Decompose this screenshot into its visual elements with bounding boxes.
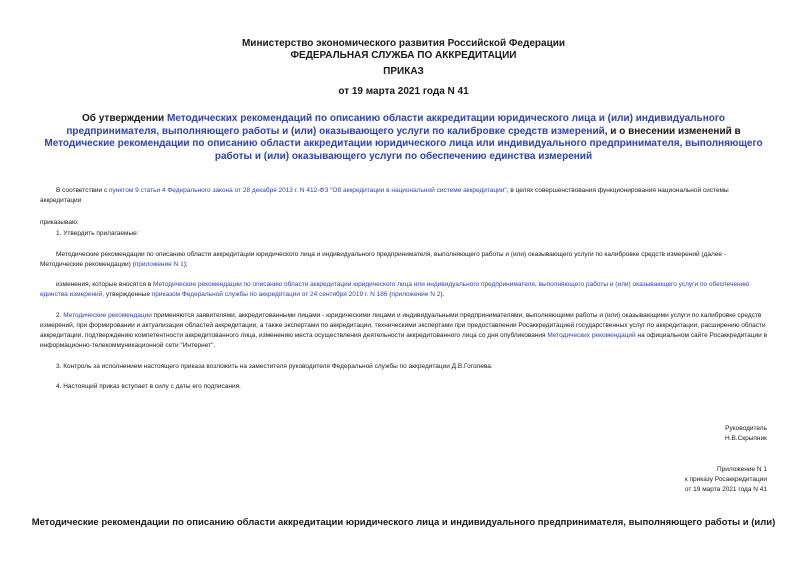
changes-paragraph: [40, 280, 770, 300]
item-2: [40, 311, 770, 351]
order-186-link[interactable]: приказом Федеральной службы по аккредитации от 24 сентября 2019 г. N 186: [151, 291, 388, 298]
signatory-name: Н.В.Скрыпник: [724, 435, 767, 442]
ministry-name: Министерство экономического развития Российской Федерации: [241, 38, 566, 49]
appendix-2-link[interactable]: приложение N 2: [391, 291, 441, 298]
appendix-1-link[interactable]: приложение N 1: [134, 261, 184, 268]
preamble-paragraph: [40, 186, 770, 206]
heading-link-methodical-recommendations[interactable]: Методических рекомендаций по описанию области аккредитации юридического лица и (или) индивидуального предпринимателя, выполняющего работы и (или) оказывающего услуги по калибровке средств измерений: [66, 113, 725, 137]
preamble-text: , в целях совершенствования функционирования национальной системы аккредитации: [40, 187, 729, 204]
paragraph-text: , утвержденные: [102, 291, 152, 298]
appendix-line: Приложение N 1: [716, 466, 767, 473]
doc-date: от 19 марта 2021 года N 41: [338, 86, 469, 97]
item-3: 3. Контроль за исполнением настоящего приказа возложить на заместителя руководителя Федеральной службы по аккредитации Д.В.Гоголева.: [56, 363, 493, 370]
paragraph-text: применяются заявителями, аккредитованными лицами - юридическими лицами и индивидуальными предпринимателями, выполняющими работы и (или) оказывающими услуги по калибровке средств измерений, при формировании и актуализации областей аккредитации, а также экспертами по аккредитации, техническими экспертами при предоставлении Росаккредитацией государственных услуг по аккредитации, расширению области аккредитации, подтверждению компетентности аккредитованного лица, изменению места осуществления деятельности аккредитованного лица со дня опубликования: [40, 312, 766, 339]
preamble-text: В соответствии с: [56, 187, 110, 194]
heading-text: , и о внесении изменений в: [604, 125, 741, 137]
appendix-title: Методические рекомендации по описанию области аккредитации юридического лица и индивидуального предпринимателя, выполняющего работы и (или): [31, 517, 776, 528]
appendix-line: к приказу Росаккредитации: [684, 476, 767, 483]
service-name: ФЕДЕРАЛЬНАЯ СЛУЖБА ПО АККРЕДИТАЦИИ: [290, 50, 517, 61]
recommendations-link-2[interactable]: Методических рекомендаций: [547, 332, 636, 339]
signatory-role: Руководитель: [725, 425, 767, 432]
item-1: 1. Утвердить прилагаемые:: [56, 230, 139, 237]
order-verb: приказываю:: [40, 219, 79, 226]
signature-block: [725, 424, 767, 444]
paragraph-text: );: [183, 261, 188, 268]
doc-type: ПРИКАЗ: [383, 66, 424, 77]
approved-recommendations-paragraph: [40, 250, 770, 270]
old-recommendations-link[interactable]: Методические рекомендации по описанию области аккредитации юридического лица или индивидуального предпринимателя, выполняющего работы и (или) оказывающего услуги по обеспечению единства измерений: [40, 281, 750, 298]
appendix-line: от 19 марта 2021 года N 41: [684, 486, 767, 493]
heading-link-methodical-recommendations-old[interactable]: Методические рекомендации по описанию области аккредитации юридического лица или индивидуального предпринимателя, выполняющего работы и (или) оказывающего услуги по обеспечению единства измерений: [44, 138, 763, 162]
paragraph-text: ).: [440, 291, 445, 298]
issuer-block: [0, 38, 807, 62]
paragraph-text: (: [387, 291, 392, 298]
heading-text: Об утверждении: [82, 113, 167, 124]
appendix-header: [685, 465, 767, 495]
paragraph-text: изменения, которые вносятся в: [56, 281, 154, 288]
recommendations-link[interactable]: Методические рекомендации: [63, 312, 152, 319]
paragraph-text: 2.: [56, 312, 64, 319]
paragraph-text: Методические рекомендации по описанию области аккредитации юридического лица и индивидуального предпринимателя, выполняющего работы и (или) оказывающего услуги по калибровке средств измерений (далее - Методические рекомендации) (: [40, 251, 726, 268]
doc-heading: [40, 113, 767, 163]
law-link[interactable]: пунктом 9 статьи 4 Федерального закона от 28 декабря 2013 г. N 412-ФЗ "Об аккредитации в национальной системе аккредитации": [109, 187, 507, 194]
paragraph-text: на официальном сайте Росаккредитации в информационно-телекоммуникационной сети "Интернет".: [40, 332, 768, 349]
item-4: 4. Настоящий приказ вступает в силу с даты его подписания.: [56, 383, 241, 390]
